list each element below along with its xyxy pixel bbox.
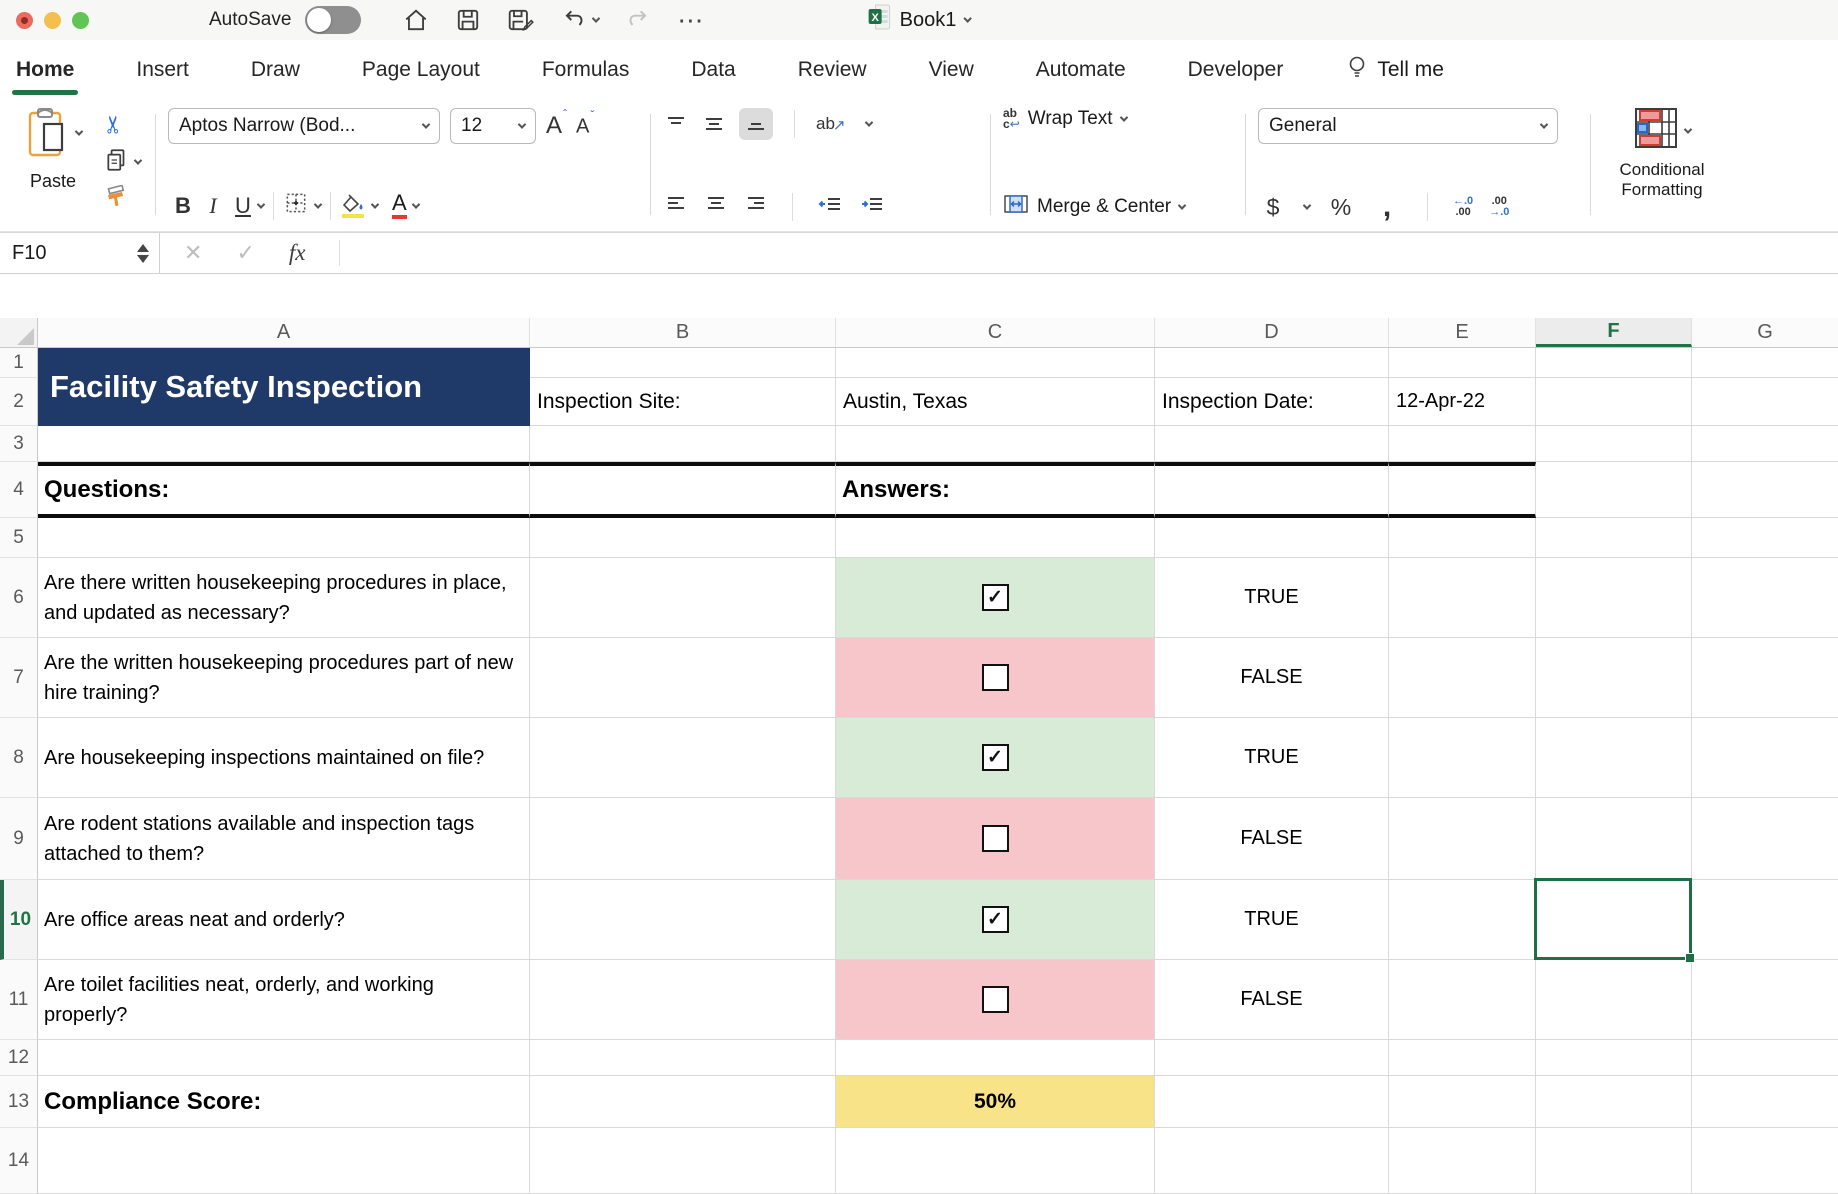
title-dropdown-chevron[interactable] [963,14,971,22]
wrap-text-button[interactable]: ab c↩ Wrap Text [1003,108,1233,130]
save-icon[interactable] [455,7,481,33]
align-bottom-button[interactable] [739,108,773,140]
format-painter-button[interactable] [104,185,141,214]
window-controls [16,12,89,29]
cell-A3[interactable] [38,426,530,462]
cell-F2[interactable] [1536,378,1692,426]
cell-D12[interactable] [1155,1040,1389,1076]
spreadsheet [0,318,1838,1194]
font-name-select[interactable]: Aptos Narrow (Bod... [168,108,440,144]
copy-button[interactable] [104,147,141,178]
underline-button[interactable]: U [235,192,251,218]
scissors-icon: ✂ [100,114,128,135]
answer-value-cell[interactable]: FALSE [1155,798,1389,880]
copy-icon [104,147,130,178]
save-as-icon[interactable] [507,7,535,33]
cell-B3[interactable] [530,426,836,462]
merge-center-icon [1003,193,1029,221]
question-cell[interactable]: Are there written housekeeping procedures in place, and updated as necessary? [38,558,530,638]
cell-E11[interactable] [1389,960,1536,1040]
checkbox-cell[interactable] [836,558,1155,638]
cell-B4[interactable] [530,462,836,518]
font-size-select[interactable]: 12 [450,108,536,144]
row-3 [0,426,1838,462]
checkbox-cell[interactable] [836,880,1155,960]
cell-D4[interactable] [1155,462,1389,518]
cell-C1[interactable] [836,348,1155,378]
row-6 [0,558,1838,638]
zoom-window-button[interactable] [72,12,89,29]
row-header-14[interactable]: 14 [0,1128,38,1194]
question-cell[interactable]: Are toilet facilities neat, orderly, and working properly? [38,960,530,1040]
insert-function-icon[interactable]: fx [288,240,306,265]
cell-B7[interactable] [530,638,836,718]
row-header-8[interactable]: 8 [0,718,38,798]
cell-D1[interactable] [1155,348,1389,378]
cell-D2[interactable]: Inspection Date: [1155,378,1389,426]
row-header-7[interactable]: 7 [0,638,38,718]
checkbox-cell[interactable] [836,718,1155,798]
cell-C14[interactable] [836,1128,1155,1194]
fill-color-chevron[interactable] [371,200,379,208]
cell-F7[interactable] [1536,638,1692,718]
titlebar [0,0,1838,40]
row-header-6[interactable]: 6 [0,558,38,638]
name-box[interactable] [0,233,160,273]
tab-formulas[interactable]: Formulas [541,58,630,81]
align-middle-button[interactable] [701,112,727,136]
cell-A5[interactable] [38,518,530,558]
tab-draw[interactable]: Draw [250,58,300,81]
percent-format-button[interactable]: % [1330,193,1352,220]
toggle-knob [307,8,331,32]
question-cell[interactable]: Are rodent stations available and inspection tags attached to them? [38,798,530,880]
checkbox[interactable] [982,825,1009,852]
currency-format-button[interactable]: $ [1266,193,1280,220]
answer-value-cell[interactable]: FALSE [1155,960,1389,1040]
cell-F5[interactable] [1536,518,1692,558]
row-header-5[interactable]: 5 [0,518,38,558]
minimize-window-button[interactable] [44,12,61,29]
cell-E13[interactable] [1389,1076,1536,1128]
tell-me-button[interactable]: Tell me [1345,54,1444,86]
increase-font-size-button[interactable]: $A^ˆ$ [546,107,568,139]
column-header-C[interactable]: C [836,318,1155,347]
column-headers [0,318,1838,348]
cell-E4[interactable] [1389,462,1536,518]
document-title[interactable]: Book1 [899,8,957,31]
cell-C5[interactable] [836,518,1155,558]
cell-G5[interactable] [1692,518,1838,558]
cell-B11[interactable] [530,960,836,1040]
cell-B12[interactable] [530,1040,836,1076]
cell-G2[interactable] [1692,378,1838,426]
tab-view[interactable]: View [928,58,974,81]
cell-F12[interactable] [1536,1040,1692,1076]
cell-F9[interactable] [1536,798,1692,880]
orientation-button[interactable]: ab ↗ [816,114,846,134]
checkbox[interactable]: ✓ [982,744,1009,771]
autosave-label: AutoSave [209,9,292,30]
row-10 [0,880,1838,960]
question-cell[interactable]: Are the written housekeeping procedures part of new hire training? [38,638,530,718]
cell-F4[interactable] [1536,462,1692,518]
currency-format-chevron[interactable] [1303,201,1311,209]
more-commands-icon[interactable]: ⋯ [677,5,705,35]
align-top-button[interactable] [663,112,689,136]
column-header-B[interactable]: B [530,318,836,347]
column-header-G[interactable]: G [1757,321,1773,343]
merge-center-chevron [1178,201,1186,209]
cell-B10[interactable] [530,880,836,960]
close-window-button[interactable] [16,12,33,29]
ribbon [0,100,1838,232]
cell-G11[interactable] [1692,960,1838,1040]
checkbox[interactable] [982,986,1009,1013]
home-icon[interactable] [403,7,429,33]
row-12 [0,1040,1838,1076]
cell-E10[interactable] [1389,880,1536,960]
row-header-2[interactable]: 2 [0,378,38,426]
cell-E8[interactable] [1389,718,1536,798]
autosave-toggle[interactable] [305,6,361,34]
wrap-text-icon: ab c↩ [1003,106,1020,131]
row-9 [0,798,1838,880]
cell-F3[interactable] [1536,426,1692,462]
cell-C4[interactable]: Answers: [836,462,1155,518]
decrease-indent-button[interactable] [816,192,844,221]
paste-button[interactable] [10,106,96,223]
checkbox-cell[interactable] [836,638,1155,718]
cell-G13[interactable] [1692,1076,1838,1128]
cell-C12[interactable] [836,1040,1155,1076]
row-header-1[interactable]: 1 [0,348,38,378]
cell-E12[interactable] [1389,1040,1536,1076]
bold-button[interactable]: B [175,192,191,218]
row-header-10[interactable]: 10 [0,880,38,960]
column-header-A[interactable]: A [38,318,530,347]
cell-A14[interactable] [38,1128,530,1194]
cell-D13[interactable] [1155,1076,1389,1128]
font-size-chevron [518,120,526,128]
cell-F14[interactable] [1536,1128,1692,1194]
borders-icon[interactable] [283,190,309,221]
answer-value-cell[interactable]: TRUE [1155,880,1389,960]
decrease-decimal-button[interactable]: .00 →.0 [1489,195,1510,218]
cell-E9[interactable] [1389,798,1536,880]
cell-E3[interactable] [1389,426,1536,462]
align-center-button[interactable] [703,192,729,221]
borders-dropdown-chevron[interactable] [314,200,322,208]
cell-B14[interactable] [530,1128,836,1194]
column-header-D[interactable]: D [1155,318,1389,347]
font-name-chevron [422,120,430,128]
enter-icon[interactable]: ✓ [236,240,255,265]
cell-C3[interactable] [836,426,1155,462]
compliance-label-cell[interactable]: Compliance Score: [38,1076,530,1128]
cell-G14[interactable] [1692,1128,1838,1194]
cell-E2[interactable]: 12-Apr-22 [1389,378,1536,426]
checkbox-cell[interactable] [836,798,1155,880]
paste-dropdown-chevron[interactable] [75,127,83,135]
ribbon-tabs [0,40,1838,100]
checkbox[interactable]: ✓ [982,906,1009,933]
cell-G10[interactable] [1692,880,1838,960]
row-header-9[interactable]: 9 [0,798,38,880]
cancel-icon[interactable]: ✕ [184,240,203,265]
cell-F11[interactable] [1536,960,1692,1040]
worksheet-title-cell[interactable]: Facility Safety Inspection [38,348,530,426]
cell-G8[interactable] [1692,718,1838,798]
decrease-font-size-button[interactable]: $A^ˇ$ [576,107,595,138]
answer-value-cell[interactable]: FALSE [1155,638,1389,718]
undo-dropdown-chevron[interactable] [592,14,600,22]
tab-developer[interactable]: Developer [1187,58,1284,81]
format-painter-icon [104,185,130,214]
column-header-F[interactable]: F [1536,318,1692,347]
row-header-11[interactable]: 11 [0,960,38,1040]
row-header-4[interactable]: 4 [0,462,38,518]
wrap-text-chevron [1119,113,1127,121]
cell-G9[interactable] [1692,798,1838,880]
name-box-value: F10 [12,241,47,264]
copy-dropdown-chevron[interactable] [134,156,142,164]
checkbox-cell[interactable] [836,960,1155,1040]
cell-G6[interactable] [1692,558,1838,638]
cell-F10-selected[interactable] [1536,880,1692,960]
cell-B1[interactable] [530,348,836,378]
row-7 [0,638,1838,718]
cell-B5[interactable] [530,518,836,558]
number-format-chevron [1540,120,1548,128]
conditional-formatting-button[interactable]: Conditional Formatting [1603,106,1721,223]
formula-input[interactable] [340,233,1838,273]
tab-page-layout[interactable]: Page Layout [361,58,480,81]
cell-B2[interactable]: Inspection Site: [530,378,836,426]
fill-color-button[interactable] [340,193,366,218]
cell-E1[interactable] [1389,348,1536,378]
tab-home[interactable]: Home [16,58,75,81]
italic-button[interactable]: I [209,192,217,218]
column-header-E[interactable]: E [1389,318,1536,347]
merge-center-button[interactable]: Merge & Center [1003,193,1233,221]
conditional-formatting-icon [1633,106,1679,155]
row-5 [0,518,1838,558]
cell-G1[interactable] [1692,348,1838,378]
tab-data[interactable]: Data [691,58,736,81]
name-box-stepper[interactable] [137,244,149,263]
cell-A12[interactable] [38,1040,530,1076]
tab-automate[interactable]: Automate [1035,58,1126,81]
font-color-chevron[interactable] [411,200,419,208]
cell-B13[interactable] [530,1076,836,1128]
row-8 [0,718,1838,798]
row-header-13[interactable]: 13 [0,1076,38,1128]
cell-D5[interactable] [1155,518,1389,558]
cell-G7[interactable] [1692,638,1838,718]
orientation-chevron[interactable] [864,118,872,126]
compliance-score-cell[interactable]: 50% [836,1076,1155,1128]
cell-E7[interactable] [1389,638,1536,718]
tab-insert[interactable]: Insert [136,58,189,81]
align-left-button[interactable] [663,192,689,221]
cell-G12[interactable] [1692,1040,1838,1076]
clipboard-icon [24,106,72,167]
cell-C2[interactable]: Austin, Texas [836,378,1155,426]
cell-G3[interactable] [1692,426,1838,462]
row-header-12[interactable]: 12 [0,1040,38,1076]
row-4 [0,462,1838,518]
answer-value-cell[interactable]: TRUE [1155,718,1389,798]
excel-file-icon [868,4,892,36]
cell-B9[interactable] [530,798,836,880]
undo-icon[interactable] [561,7,599,33]
checkbox[interactable] [982,664,1009,691]
formula-bar [0,232,1838,274]
align-right-button[interactable] [743,192,769,221]
question-cell[interactable]: Are housekeeping inspections maintained on file? [38,718,530,798]
cell-D14[interactable] [1155,1128,1389,1194]
comma-format-button[interactable]: , [1382,190,1392,223]
row-11 [0,960,1838,1040]
font-color-button[interactable]: A [392,192,407,219]
cell-F13[interactable] [1536,1076,1692,1128]
row-13 [0,1076,1838,1128]
underline-dropdown-chevron[interactable] [257,200,265,208]
answer-value-cell[interactable]: TRUE [1155,558,1389,638]
row-14 [0,1128,1838,1194]
cell-A4[interactable]: Questions: [38,462,530,518]
checkbox[interactable]: ✓ [982,584,1009,611]
cell-E14[interactable] [1389,1128,1536,1194]
number-format-select[interactable]: General [1258,108,1558,144]
conditional-formatting-chevron [1684,125,1692,133]
tab-review[interactable]: Review [797,58,867,81]
cell-B6[interactable] [530,558,836,638]
cell-E5[interactable] [1389,518,1536,558]
cell-G4[interactable] [1692,462,1838,518]
cell-F8[interactable] [1536,718,1692,798]
lightbulb-icon [1345,54,1369,86]
cell-B8[interactable] [530,718,836,798]
paste-label: Paste [29,171,77,191]
row-header-3[interactable]: 3 [0,426,38,462]
cell-D3[interactable] [1155,426,1389,462]
cell-F6[interactable] [1536,558,1692,638]
svg-text:X: X [871,12,879,24]
increase-decimal-button[interactable]: ←.0 .00 [1453,195,1474,218]
redo-icon [625,7,651,33]
cell-E6[interactable] [1389,558,1536,638]
cut-button[interactable] [100,110,141,139]
increase-indent-button[interactable] [858,192,886,221]
select-all-corner[interactable] [0,318,38,347]
question-cell[interactable]: Are office areas neat and orderly? [38,880,530,960]
cell-F1[interactable] [1536,348,1692,378]
